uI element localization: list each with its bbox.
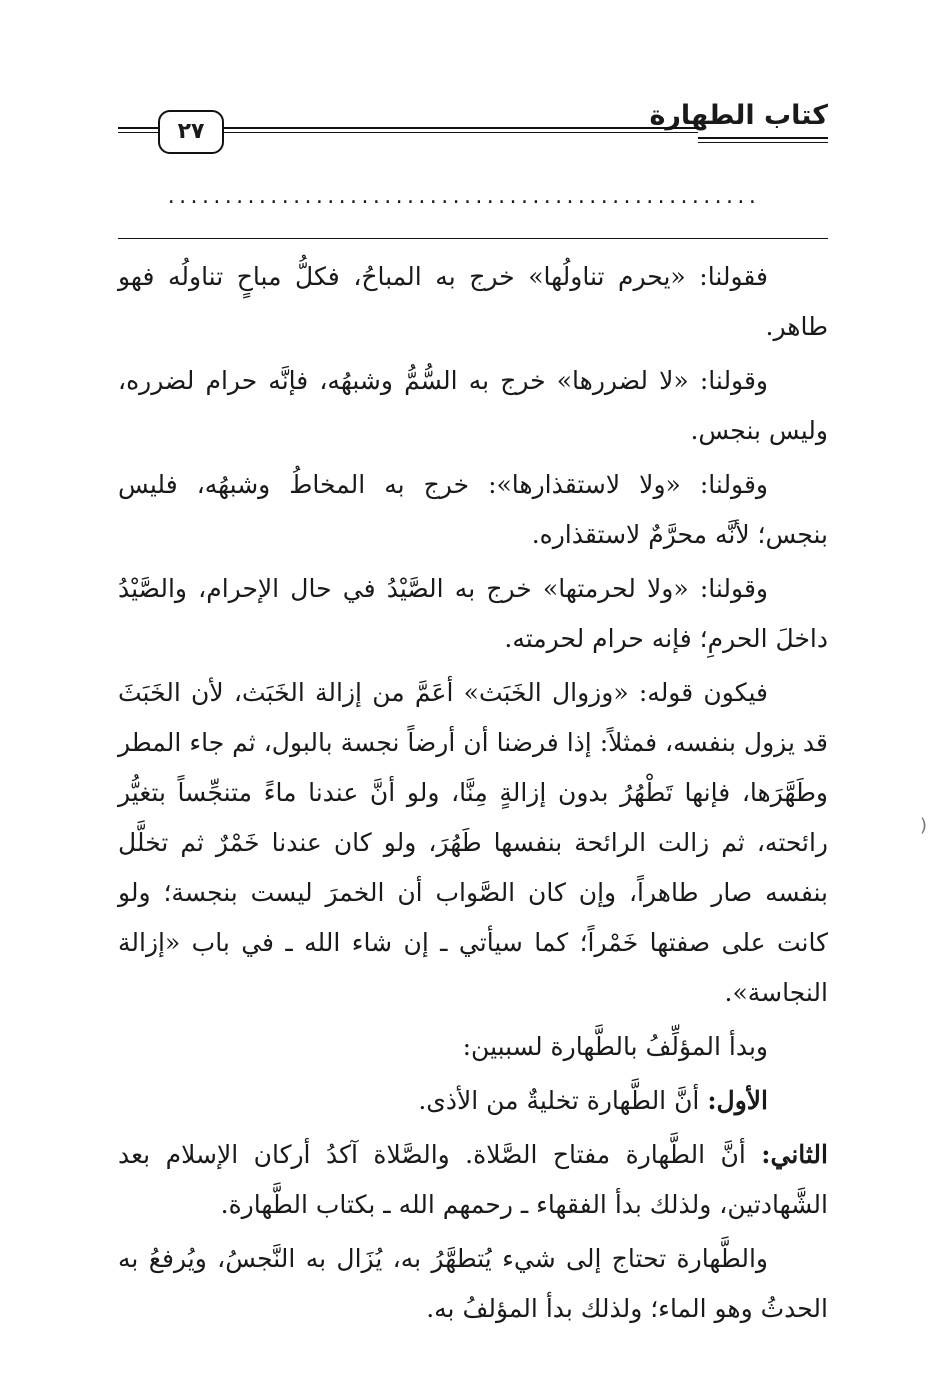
paragraph-text: وقولنا: «ولا لاستقذارها»: خرج به المخاطُ وشبهُه، فليس بنجس؛ لأنَّه محرَّمٌ لاستقذاره. (118, 470, 828, 549)
paragraph (118, 1022, 828, 1072)
page-number-badge: ٢٧ (158, 110, 224, 154)
main-text (118, 252, 828, 1338)
reason-label: الثاني: (761, 1140, 828, 1169)
reason-second (118, 1130, 828, 1230)
header-rule-thick (118, 127, 158, 129)
paragraph-text: والطَّهارة تحتاج إلى شيء يُتطهَّرُ به، يُزَال به النَّجسُ، ويُرفعُ به الحدثُ وهو الماء؛ ولذلك بدأ المؤلفُ به. (118, 1244, 828, 1323)
footnote-separator-line (118, 238, 828, 239)
page-header (118, 96, 828, 158)
header-rule-thick (222, 127, 698, 129)
margin-mark: ) (920, 815, 928, 836)
dotted-separator: .................................................... (167, 184, 761, 209)
reason-first (118, 1076, 828, 1126)
paragraph-text: أنَّ الطَّهارة تخليةٌ من الأذى. (418, 1086, 708, 1115)
paragraph (118, 668, 828, 1018)
paragraph (118, 356, 828, 456)
paragraph (118, 564, 828, 664)
header-rule-thin (118, 132, 158, 133)
paragraph-text: وقولنا: «ولا لحرمتها» خرج به الصَّيْدُ في حال الإحرام، والصَّيْدُ داخلَ الحرمِ؛ فإنه حرام لحرمته. (118, 574, 828, 653)
paragraph-text: فيكون قوله: «وزوال الخَبَث» أعَمَّ من إزالة الخَبَث، لأن الخَبَثَ قد يزول بنفسه، فمثلاً: إذا فرضنا أن أرضاً نجسة بالبول، ثم جاء المطر وطَهَّرَها، فإنها تَطْهُرُ بدون إزالةٍ مِنَّا، ولو أنَّ عندنا ماءً متنجِّساً بتغيُّر رائحته، ثم زالت الرائحة بنفسها طَهُرَ، ولو كان عندنا خَمْرٌ ثم تخلَّل بنفسه صار طاهراً، وإن كان الصَّواب أن الخمرَ ليست بنجسة؛ ولو كانت على صفتها خَمْراً؛ كما سيأتي ـ إن شاء الله ـ في باب «إزالة النجاسة». (118, 678, 828, 1007)
reason-label: الأول: (707, 1086, 768, 1115)
header-rule-thick (698, 137, 828, 139)
paragraph-text: وقولنا: «لا لضررها» خرج به السُّمُّ وشبهُه، فإنَّه حرام لضرره، وليس بنجس. (118, 366, 828, 445)
paragraph (118, 1234, 828, 1334)
header-rule-thin (698, 142, 828, 143)
paragraph (118, 460, 828, 560)
book-title: كتاب الطهارة (649, 100, 828, 131)
header-rule-thin (222, 132, 698, 133)
paragraph-text: فقولنا: «يحرم تناولُها» خرج به المباحُ، فكلُّ مباحٍ تناولُه فهو طاهر. (118, 262, 828, 341)
paragraph-text: أنَّ الطَّهارة مفتاح الصَّلاة. والصَّلاة آكدُ أركان الإسلام بعد الشَّهادتين، ولذلك بدأ الفقهاء ـ رحمهم الله ـ بكتاب الطَّهارة. (118, 1140, 828, 1219)
paragraph (118, 252, 828, 352)
paragraph-text: وبدأ المؤلِّفُ بالطَّهارة لسببين: (462, 1032, 768, 1061)
